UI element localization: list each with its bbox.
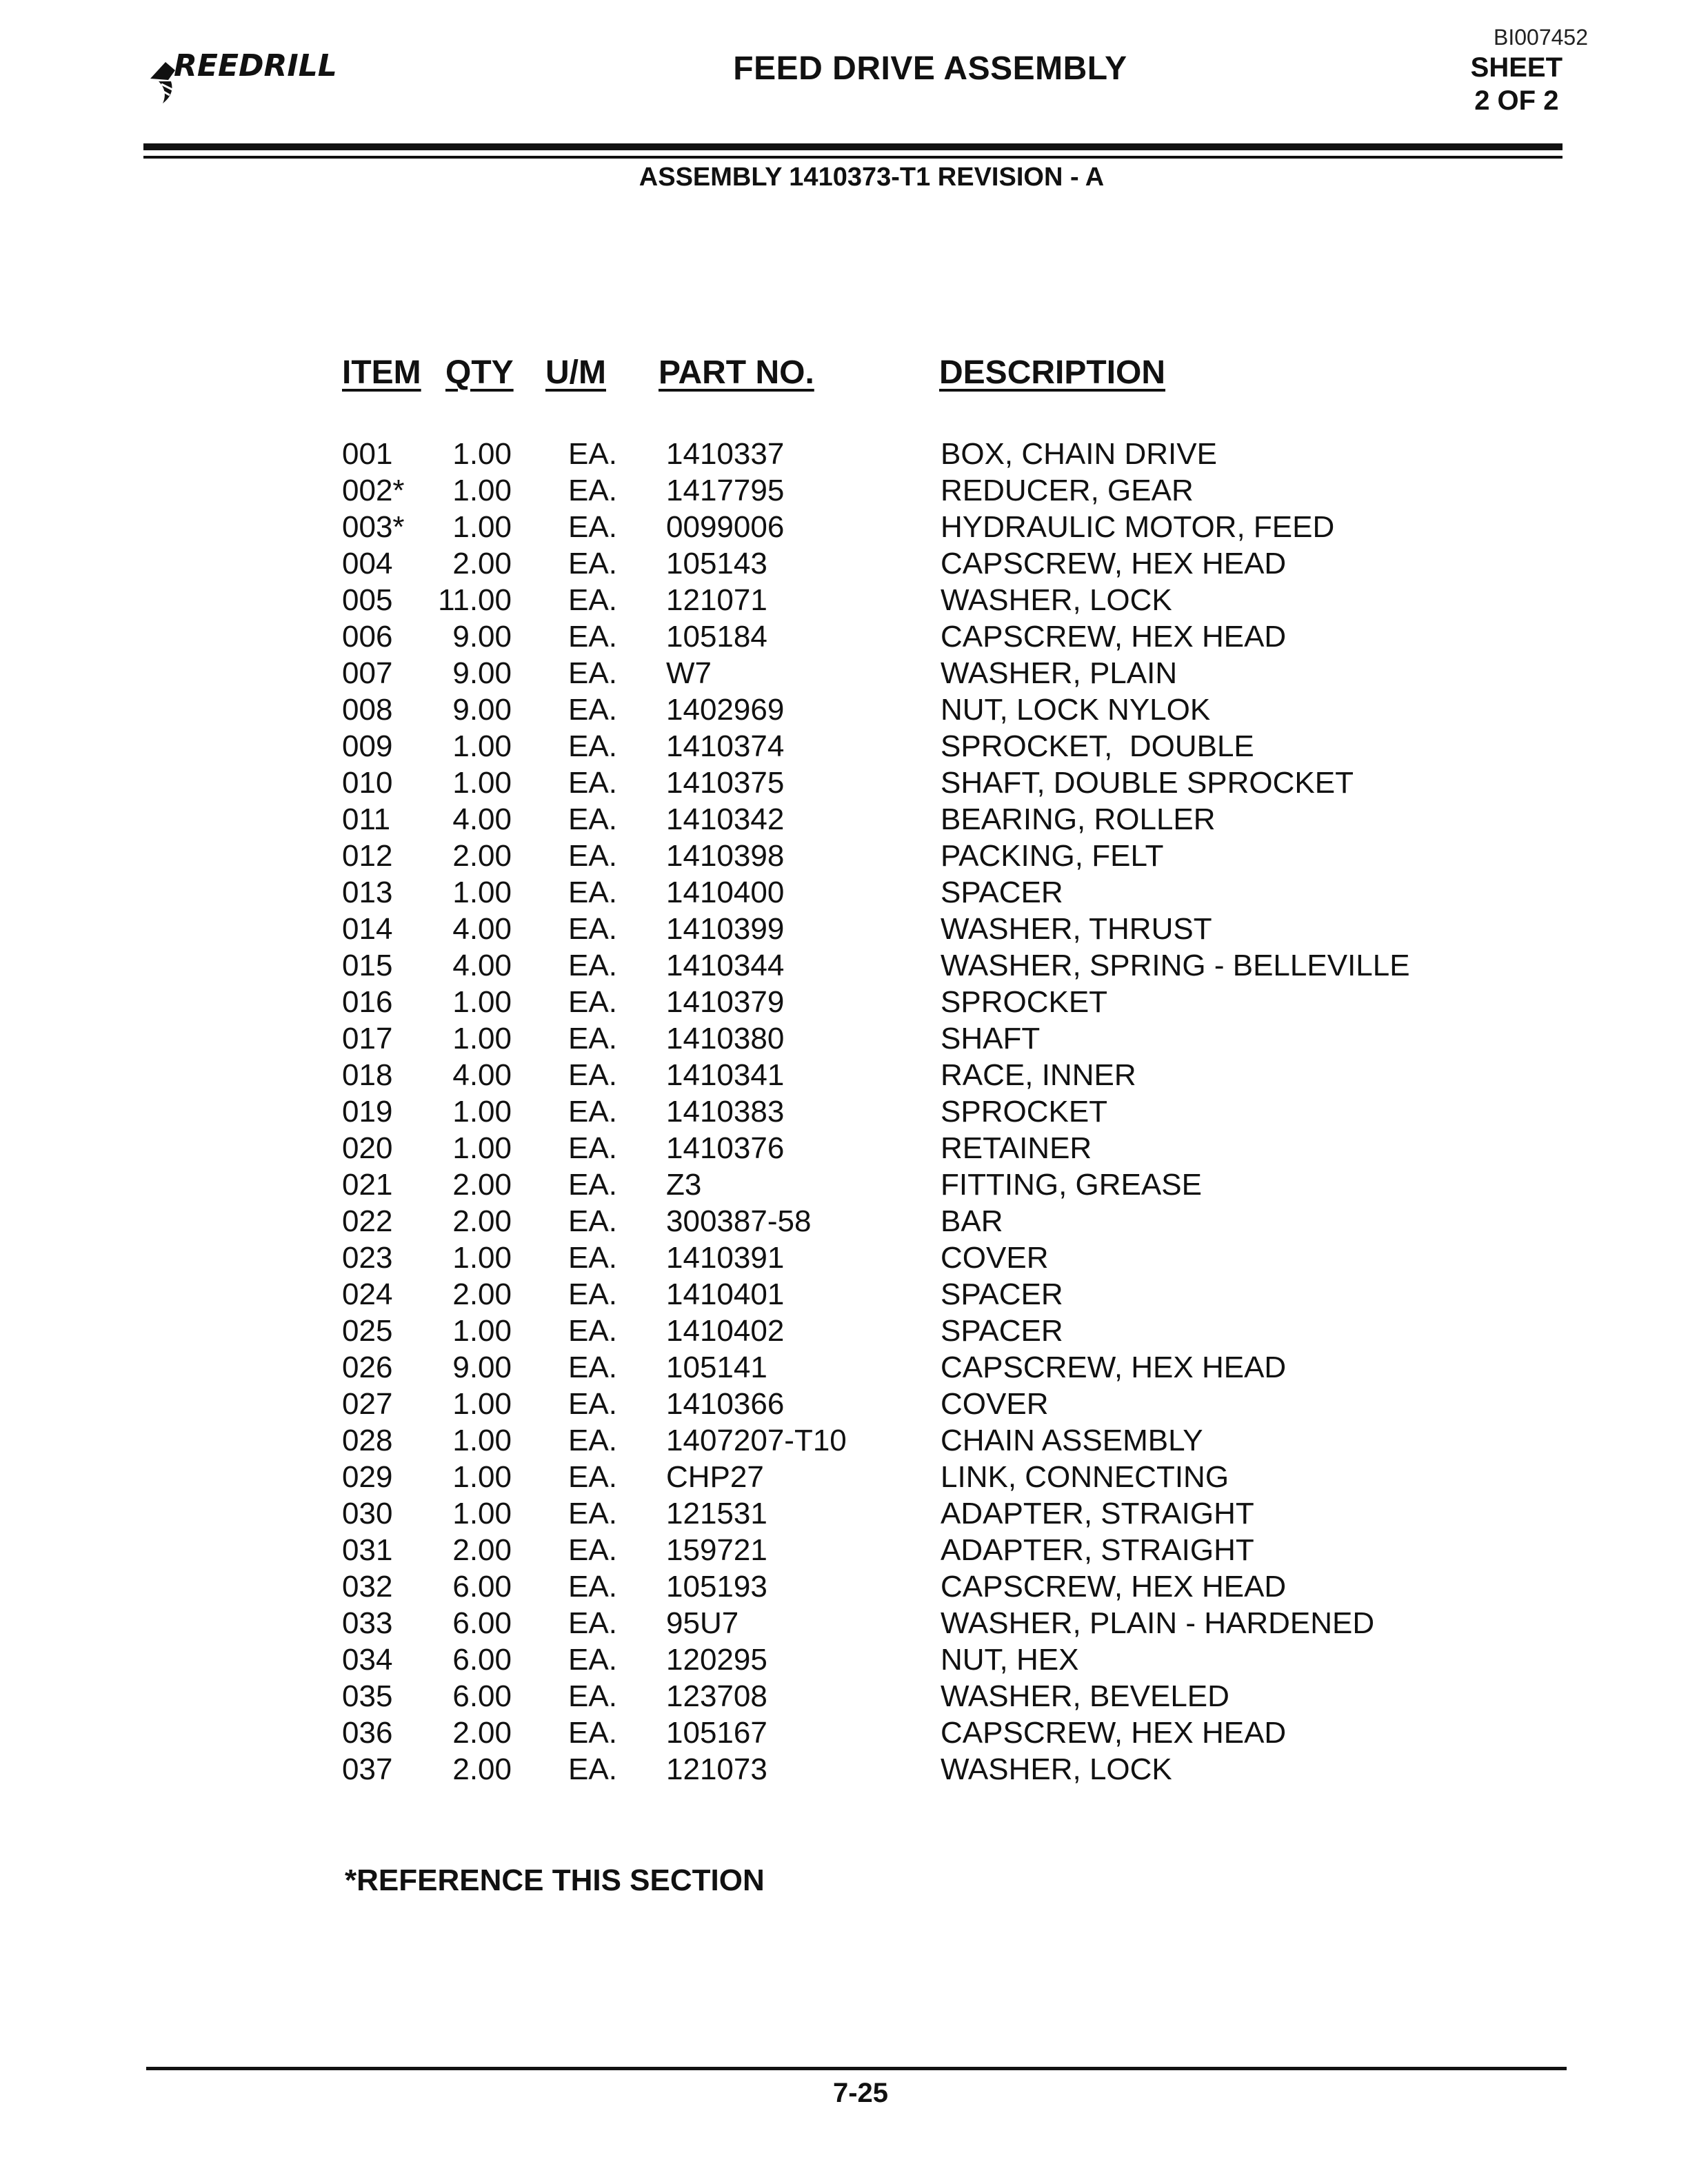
- description: ADAPTER, STRAIGHT: [941, 1497, 1254, 1530]
- unit-of-measure: EA.: [568, 1424, 617, 1457]
- table-row: [0, 1568, 1688, 1605]
- quantity: 4.00: [452, 912, 512, 946]
- quantity: 1.00: [452, 766, 512, 800]
- unit-of-measure: EA.: [568, 1204, 617, 1238]
- column-header-um: U/M: [545, 354, 606, 391]
- unit-of-measure: EA.: [568, 1022, 617, 1055]
- quantity: 4.00: [452, 1058, 512, 1092]
- unit-of-measure: EA.: [568, 474, 617, 507]
- part-number: 1410398: [666, 839, 785, 873]
- part-number: 1410366: [666, 1387, 785, 1421]
- item-number: 030: [342, 1497, 393, 1530]
- item-number: 021: [342, 1168, 393, 1202]
- unit-of-measure: EA.: [568, 1570, 617, 1604]
- part-number: 105143: [666, 547, 767, 580]
- quantity: 1.00: [452, 437, 512, 471]
- unit-of-measure: EA.: [568, 1058, 617, 1092]
- quantity: 1.00: [452, 729, 512, 763]
- part-number: Z3: [666, 1168, 702, 1202]
- table-row: [0, 874, 1688, 911]
- table-row: [0, 1495, 1688, 1532]
- description: CHAIN ASSEMBLY: [941, 1424, 1203, 1457]
- item-number: 028: [342, 1424, 393, 1457]
- quantity: 2.00: [452, 1168, 512, 1202]
- table-row: [0, 947, 1688, 984]
- quantity: 6.00: [452, 1679, 512, 1713]
- unit-of-measure: EA.: [568, 802, 617, 836]
- table-row: [0, 1166, 1688, 1203]
- quantity: 4.00: [452, 802, 512, 836]
- part-number: 105184: [666, 620, 767, 654]
- unit-of-measure: EA.: [568, 839, 617, 873]
- table-row: [0, 765, 1688, 801]
- footnote: *REFERENCE THIS SECTION: [345, 1863, 765, 1897]
- unit-of-measure: EA.: [568, 1752, 617, 1786]
- unit-of-measure: EA.: [568, 1095, 617, 1129]
- item-number: 019: [342, 1095, 393, 1129]
- unit-of-measure: EA.: [568, 656, 617, 690]
- unit-of-measure: EA.: [568, 1351, 617, 1384]
- item-number: 036: [342, 1716, 393, 1750]
- sheet-value: 2 OF 2: [1474, 85, 1559, 116]
- table-row: [0, 1751, 1688, 1788]
- page-title: FEED DRIVE ASSEMBLY: [733, 50, 1127, 87]
- part-number: 1410337: [666, 437, 785, 471]
- part-number: 1402969: [666, 693, 785, 727]
- table-row: [0, 1130, 1688, 1166]
- unit-of-measure: EA.: [568, 985, 617, 1019]
- description: REDUCER, GEAR: [941, 474, 1194, 507]
- logo-wordmark: REEDRILL: [174, 50, 337, 83]
- table-row: [0, 691, 1688, 728]
- table-row: [0, 1678, 1688, 1715]
- quantity: 2.00: [452, 547, 512, 580]
- unit-of-measure: EA.: [568, 949, 617, 982]
- unit-of-measure: EA.: [568, 1131, 617, 1165]
- unit-of-measure: EA.: [568, 1277, 617, 1311]
- quantity: 1.00: [452, 1387, 512, 1421]
- description: BOX, CHAIN DRIVE: [941, 437, 1217, 471]
- part-number: 1410391: [666, 1241, 785, 1275]
- sheet-indicator: [1471, 51, 1563, 117]
- assembly-revision: ASSEMBLY 1410373-T1 REVISION - A: [639, 163, 1105, 192]
- table-row: [0, 655, 1688, 691]
- table-row: [0, 1422, 1688, 1459]
- table-row: [0, 1532, 1688, 1568]
- unit-of-measure: EA.: [568, 1716, 617, 1750]
- item-number: 015: [342, 949, 393, 982]
- description: CAPSCREW, HEX HEAD: [941, 547, 1287, 580]
- item-number: 035: [342, 1679, 393, 1713]
- column-header-description: DESCRIPTION: [939, 354, 1166, 391]
- item-number: 017: [342, 1022, 393, 1055]
- column-header-part-no: PART NO.: [659, 354, 814, 391]
- part-number: 1417795: [666, 474, 785, 507]
- description: COVER: [941, 1387, 1049, 1421]
- unit-of-measure: EA.: [568, 1387, 617, 1421]
- part-number: 1410402: [666, 1314, 785, 1348]
- quantity: 1.00: [452, 474, 512, 507]
- item-number: 037: [342, 1752, 393, 1786]
- item-number: 005: [342, 583, 393, 617]
- part-number: CHP27: [666, 1460, 764, 1494]
- table-row: [0, 984, 1688, 1020]
- item-number: 027: [342, 1387, 393, 1421]
- table-row: [0, 1641, 1688, 1678]
- item-number: 011: [342, 802, 391, 836]
- description: CAPSCREW, HEX HEAD: [941, 1351, 1287, 1384]
- item-number: 013: [342, 876, 393, 909]
- quantity: 1.00: [452, 1095, 512, 1129]
- description: NUT, LOCK NYLOK: [941, 693, 1211, 727]
- table-row: [0, 582, 1688, 618]
- part-number: 300387-58: [666, 1204, 812, 1238]
- quantity: 1.00: [452, 1314, 512, 1348]
- quantity: 9.00: [452, 693, 512, 727]
- description: SPROCKET, DOUBLE: [941, 729, 1254, 763]
- item-number: 008: [342, 693, 393, 727]
- header-rule-thick: [143, 143, 1563, 150]
- quantity: 6.00: [452, 1570, 512, 1604]
- column-header-qty: QTY: [445, 354, 514, 391]
- item-number: 001: [342, 437, 393, 471]
- part-number: 1410342: [666, 802, 785, 836]
- quantity: 1.00: [452, 1022, 512, 1055]
- quantity: 1.00: [452, 985, 512, 1019]
- footer-rule: [146, 2067, 1567, 2070]
- part-number: 1410379: [666, 985, 785, 1019]
- part-number: 105167: [666, 1716, 767, 1750]
- document-id: BI007452: [1493, 25, 1588, 50]
- table-row: [0, 618, 1688, 655]
- part-number: 1410341: [666, 1058, 785, 1092]
- description: SPROCKET: [941, 1095, 1108, 1129]
- part-number: 121073: [666, 1752, 767, 1786]
- table-row: [0, 1240, 1688, 1276]
- item-number: 034: [342, 1643, 393, 1677]
- unit-of-measure: EA.: [568, 620, 617, 654]
- item-number: 020: [342, 1131, 393, 1165]
- description: NUT, HEX: [941, 1643, 1079, 1677]
- part-number: 1410344: [666, 949, 785, 982]
- quantity: 1.00: [452, 1241, 512, 1275]
- part-number: 1407207-T10: [666, 1424, 847, 1457]
- description: SHAFT: [941, 1022, 1041, 1055]
- unit-of-measure: EA.: [568, 1314, 617, 1348]
- description: BEARING, ROLLER: [941, 802, 1216, 836]
- part-number: 95U7: [666, 1606, 739, 1640]
- table-row: [0, 1020, 1688, 1057]
- description: WASHER, PLAIN - HARDENED: [941, 1606, 1375, 1640]
- item-number: 032: [342, 1570, 393, 1604]
- quantity: 2.00: [452, 1533, 512, 1567]
- quantity: 11.00: [438, 583, 512, 617]
- item-number: 023: [342, 1241, 393, 1275]
- table-row: [0, 1605, 1688, 1641]
- item-number: 006: [342, 620, 393, 654]
- unit-of-measure: EA.: [568, 729, 617, 763]
- table-row: [0, 1057, 1688, 1093]
- item-number: 031: [342, 1533, 393, 1567]
- unit-of-measure: EA.: [568, 1460, 617, 1494]
- item-number: 003*: [342, 510, 405, 544]
- item-number: 010: [342, 766, 393, 800]
- part-number: 105193: [666, 1570, 767, 1604]
- part-number: 1410376: [666, 1131, 785, 1165]
- column-header-item: ITEM: [342, 354, 421, 391]
- parts-list: [0, 436, 1688, 1788]
- item-number: 018: [342, 1058, 393, 1092]
- part-number: 105141: [666, 1351, 767, 1384]
- table-row: [0, 801, 1688, 838]
- part-number: 1410380: [666, 1022, 785, 1055]
- unit-of-measure: EA.: [568, 1679, 617, 1713]
- part-number: 1410401: [666, 1277, 785, 1311]
- description: FITTING, GREASE: [941, 1168, 1202, 1202]
- description: RETAINER: [941, 1131, 1092, 1165]
- unit-of-measure: EA.: [568, 766, 617, 800]
- part-number: 123708: [666, 1679, 767, 1713]
- item-number: 025: [342, 1314, 393, 1348]
- item-number: 029: [342, 1460, 393, 1494]
- description: WASHER, BEVELED: [941, 1679, 1229, 1713]
- table-row: [0, 1386, 1688, 1422]
- part-number: 1410399: [666, 912, 785, 946]
- table-row: [0, 1276, 1688, 1313]
- table-row: [0, 509, 1688, 545]
- part-number: W7: [666, 656, 712, 690]
- item-number: 014: [342, 912, 393, 946]
- part-number: 1410375: [666, 766, 785, 800]
- part-number: 121071: [666, 583, 767, 617]
- description: SPACER: [941, 1277, 1063, 1311]
- unit-of-measure: EA.: [568, 1643, 617, 1677]
- unit-of-measure: EA.: [568, 1168, 617, 1202]
- description: LINK, CONNECTING: [941, 1460, 1229, 1494]
- item-number: 022: [342, 1204, 393, 1238]
- part-number: 120295: [666, 1643, 767, 1677]
- unit-of-measure: EA.: [568, 1606, 617, 1640]
- description: HYDRAULIC MOTOR, FEED: [941, 510, 1335, 544]
- page-number: 7-25: [832, 2078, 889, 2108]
- description: CAPSCREW, HEX HEAD: [941, 1570, 1287, 1604]
- unit-of-measure: EA.: [568, 510, 617, 544]
- item-number: 002*: [342, 474, 405, 507]
- item-number: 004: [342, 547, 393, 580]
- table-row: [0, 1093, 1688, 1130]
- description: SPACER: [941, 876, 1063, 909]
- item-number: 033: [342, 1606, 393, 1640]
- item-number: 024: [342, 1277, 393, 1311]
- parts-table-header: [0, 354, 1688, 395]
- quantity: 2.00: [452, 1716, 512, 1750]
- description: SPACER: [941, 1314, 1063, 1348]
- quantity: 9.00: [452, 1351, 512, 1384]
- description: ADAPTER, STRAIGHT: [941, 1533, 1254, 1567]
- description: PACKING, FELT: [941, 839, 1164, 873]
- quantity: 1.00: [452, 510, 512, 544]
- table-row: [0, 1203, 1688, 1240]
- part-number: 1410400: [666, 876, 785, 909]
- quantity: 4.00: [452, 949, 512, 982]
- quantity: 1.00: [452, 876, 512, 909]
- quantity: 2.00: [452, 1204, 512, 1238]
- description: COVER: [941, 1241, 1049, 1275]
- sheet-label: SHEET: [1470, 52, 1563, 83]
- description: BAR: [941, 1204, 1003, 1238]
- table-row: [0, 1349, 1688, 1386]
- header-rule-thin: [143, 156, 1563, 159]
- table-row: [0, 1459, 1688, 1495]
- table-row: [0, 728, 1688, 765]
- quantity: 6.00: [452, 1606, 512, 1640]
- table-row: [0, 472, 1688, 509]
- unit-of-measure: EA.: [568, 547, 617, 580]
- part-number: 0099006: [666, 510, 785, 544]
- table-row: [0, 545, 1688, 582]
- description: RACE, INNER: [941, 1058, 1136, 1092]
- part-number: 1410383: [666, 1095, 785, 1129]
- item-number: 016: [342, 985, 393, 1019]
- quantity: 2.00: [452, 839, 512, 873]
- unit-of-measure: EA.: [568, 1497, 617, 1530]
- table-row: [0, 1715, 1688, 1751]
- unit-of-measure: EA.: [568, 1241, 617, 1275]
- description: CAPSCREW, HEX HEAD: [941, 1716, 1287, 1750]
- description: WASHER, LOCK: [941, 583, 1172, 617]
- table-row: [0, 1313, 1688, 1349]
- quantity: 1.00: [452, 1131, 512, 1165]
- description: SPROCKET: [941, 985, 1108, 1019]
- unit-of-measure: EA.: [568, 876, 617, 909]
- quantity: 2.00: [452, 1752, 512, 1786]
- quantity: 1.00: [452, 1424, 512, 1457]
- description: CAPSCREW, HEX HEAD: [941, 620, 1287, 654]
- table-row: [0, 838, 1688, 874]
- quantity: 1.00: [452, 1497, 512, 1530]
- quantity: 9.00: [452, 620, 512, 654]
- part-number: 1410374: [666, 729, 785, 763]
- description: WASHER, THRUST: [941, 912, 1212, 946]
- unit-of-measure: EA.: [568, 1533, 617, 1567]
- quantity: 9.00: [452, 656, 512, 690]
- table-row: [0, 911, 1688, 947]
- description: WASHER, SPRING - BELLEVILLE: [941, 949, 1410, 982]
- description: SHAFT, DOUBLE SPROCKET: [941, 766, 1354, 800]
- quantity: 1.00: [452, 1460, 512, 1494]
- unit-of-measure: EA.: [568, 912, 617, 946]
- unit-of-measure: EA.: [568, 437, 617, 471]
- part-number: 159721: [666, 1533, 767, 1567]
- item-number: 012: [342, 839, 393, 873]
- item-number: 007: [342, 656, 393, 690]
- quantity: 6.00: [452, 1643, 512, 1677]
- unit-of-measure: EA.: [568, 693, 617, 727]
- description: WASHER, LOCK: [941, 1752, 1172, 1786]
- item-number: 009: [342, 729, 393, 763]
- part-number: 121531: [666, 1497, 767, 1530]
- description: WASHER, PLAIN: [941, 656, 1178, 690]
- quantity: 2.00: [452, 1277, 512, 1311]
- unit-of-measure: EA.: [568, 583, 617, 617]
- table-row: [0, 436, 1688, 472]
- item-number: 026: [342, 1351, 393, 1384]
